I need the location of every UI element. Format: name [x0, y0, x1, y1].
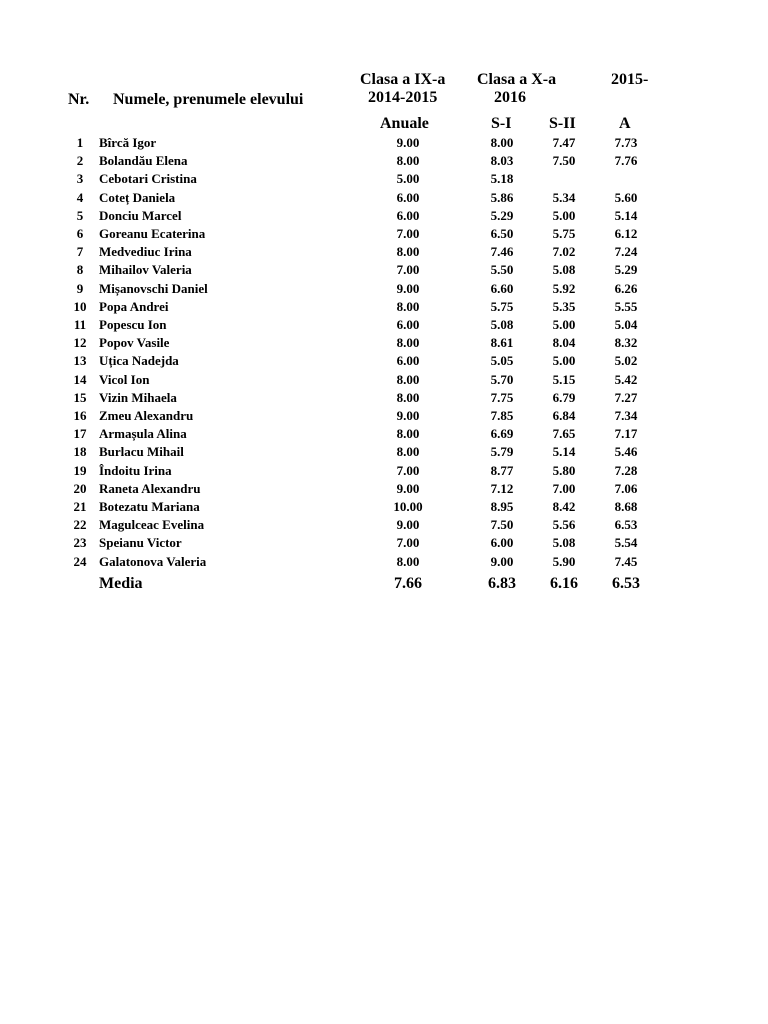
header-col-anuale: Anuale [380, 115, 429, 132]
grade-s1: 5.79 [490, 444, 514, 459]
student-name: Speianu Victor [99, 535, 182, 550]
row-number: 5 [76, 208, 84, 223]
grade-anuale: 8.00 [396, 299, 420, 314]
grade-s2: 7.02 [552, 244, 576, 259]
row-number: 19 [73, 463, 87, 478]
grade-anuale: 5.00 [396, 171, 420, 186]
grade-anuale: 8.00 [396, 335, 420, 350]
header-nr: Nr. [68, 91, 90, 108]
header-col-s1: S-I [491, 115, 512, 132]
grade-s1: 8.00 [490, 135, 514, 150]
grade-s2: 5.00 [552, 208, 576, 223]
grade-a: 7.34 [614, 408, 638, 423]
row-number: 2 [76, 153, 84, 168]
grade-anuale: 8.00 [396, 390, 420, 405]
media-s1: 6.83 [488, 575, 516, 592]
grade-s2: 8.04 [552, 335, 576, 350]
grade-anuale: 9.00 [396, 481, 420, 496]
grade-anuale: 10.00 [393, 499, 423, 514]
grade-a: 7.28 [614, 463, 638, 478]
grade-a: 5.46 [614, 444, 638, 459]
grade-anuale: 8.00 [396, 426, 420, 441]
grade-a: 7.76 [614, 153, 638, 168]
student-name: Armașula Alina [99, 426, 187, 441]
grade-a: 5.54 [614, 535, 638, 550]
grade-s2: 5.08 [552, 535, 576, 550]
student-name: Magulceac Evelina [99, 517, 205, 532]
row-number: 18 [73, 444, 87, 459]
grade-anuale: 7.00 [396, 262, 420, 277]
grade-anuale: 9.00 [396, 135, 420, 150]
grade-s2: 5.80 [552, 463, 576, 478]
student-name: Coteț Daniela [99, 190, 176, 205]
grade-s2: 5.75 [552, 226, 576, 241]
grade-a: 8.68 [614, 499, 638, 514]
grade-s1: 5.75 [490, 299, 514, 314]
student-name: Cebotari Cristina [99, 171, 197, 186]
header-class9-years: 2014-2015 [368, 89, 438, 106]
header-class10-title: Clasa a X-a [477, 71, 557, 88]
grade-anuale: 6.00 [396, 208, 420, 223]
grade-a: 5.14 [614, 208, 638, 223]
grade-s2: 5.34 [552, 190, 576, 205]
grade-a: 7.73 [614, 135, 638, 150]
row-number: 8 [76, 262, 84, 277]
grade-a: 7.06 [614, 481, 638, 496]
student-name: Goreanu Ecaterina [99, 226, 206, 241]
row-number: 20 [73, 481, 87, 496]
grade-anuale: 8.00 [396, 554, 420, 569]
grade-s2: 7.65 [552, 426, 576, 441]
student-name: Vizin Mihaela [99, 390, 177, 405]
grade-s1: 7.46 [490, 244, 514, 259]
grade-s1: 8.03 [490, 153, 514, 168]
grade-s1: 8.95 [490, 499, 514, 514]
grade-anuale: 8.00 [396, 244, 420, 259]
grade-s2: 5.15 [552, 372, 576, 387]
student-name: Popescu Ion [99, 317, 167, 332]
grade-s1: 7.85 [490, 408, 514, 423]
grade-anuale: 8.00 [396, 444, 420, 459]
grade-anuale: 7.00 [396, 535, 420, 550]
student-name: Burlacu Mihail [99, 444, 184, 459]
grade-s2: 6.84 [552, 408, 576, 423]
row-number: 7 [76, 244, 84, 259]
row-number: 15 [73, 390, 87, 405]
grade-anuale: 7.00 [396, 226, 420, 241]
row-number: 13 [73, 353, 87, 368]
grade-s2: 5.92 [552, 281, 576, 296]
grade-a: 7.45 [614, 554, 638, 569]
grade-s1: 8.77 [490, 463, 514, 478]
grade-a: 7.27 [614, 390, 638, 405]
grade-anuale: 8.00 [396, 153, 420, 168]
grade-s2: 5.00 [552, 353, 576, 368]
header-year-right: 2015- [611, 71, 649, 88]
grade-a: 5.29 [614, 262, 638, 277]
row-number: 3 [76, 171, 84, 186]
student-name: Uțica Nadejda [99, 353, 179, 368]
grade-anuale: 9.00 [396, 281, 420, 296]
grade-s1: 6.00 [490, 535, 514, 550]
student-name: Donciu Marcel [99, 208, 182, 223]
media-s2: 6.16 [550, 575, 578, 592]
header-col-a: A [619, 115, 631, 132]
grade-a: 6.12 [614, 226, 638, 241]
row-number: 22 [73, 517, 87, 532]
row-number: 9 [76, 281, 84, 296]
header-class10-year: 2016 [494, 89, 526, 106]
grade-s2: 5.08 [552, 262, 576, 277]
student-name: Mihailov Valeria [99, 262, 192, 277]
header-col-s2: S-II [549, 115, 576, 132]
grade-s1: 6.69 [490, 426, 514, 441]
media-label: Media [99, 575, 143, 592]
student-name: Bolandău Elena [99, 153, 188, 168]
student-name: Popov Vasile [99, 335, 170, 350]
grade-a: 5.60 [614, 190, 638, 205]
grade-s2: 7.00 [552, 481, 576, 496]
header-class9-title: Clasa a IX-a [360, 71, 446, 88]
grade-s2: 5.90 [552, 554, 576, 569]
grade-s1: 5.70 [490, 372, 514, 387]
grade-s1: 7.50 [490, 517, 514, 532]
grade-a: 5.02 [614, 353, 638, 368]
grade-anuale: 8.00 [396, 372, 420, 387]
row-number: 23 [73, 535, 87, 550]
grade-anuale: 6.00 [396, 353, 420, 368]
grade-s2: 7.47 [552, 135, 576, 150]
grade-s1: 5.86 [490, 190, 514, 205]
grade-s1: 5.18 [490, 171, 514, 186]
grade-s1: 5.29 [490, 208, 514, 223]
row-number: 10 [73, 299, 87, 314]
grade-a: 7.24 [614, 244, 638, 259]
student-name: Mișanovschi Daniel [99, 281, 208, 296]
row-number: 11 [73, 317, 87, 332]
student-name: Bîrcă Igor [99, 135, 157, 150]
grade-a: 5.04 [614, 317, 638, 332]
grade-s1: 7.12 [490, 481, 514, 496]
media-a: 6.53 [612, 575, 640, 592]
grade-s2: 5.14 [552, 444, 576, 459]
grade-a: 7.17 [614, 426, 638, 441]
row-number: 24 [73, 554, 87, 569]
row-number: 4 [76, 190, 84, 205]
grade-s2: 6.79 [552, 390, 576, 405]
header-student-name: Numele, prenumele elevului [113, 91, 304, 108]
grade-s1: 8.61 [490, 335, 514, 350]
grade-anuale: 9.00 [396, 517, 420, 532]
student-name: Medvediuc Irina [99, 244, 192, 259]
student-name: Galatonova Valeria [99, 554, 207, 569]
row-number: 12 [73, 335, 87, 350]
grade-anuale: 9.00 [396, 408, 420, 423]
media-anuale: 7.66 [394, 575, 422, 592]
row-number: 1 [76, 135, 84, 150]
student-name: Zmeu Alexandru [99, 408, 194, 423]
grade-s1: 5.08 [490, 317, 514, 332]
row-number: 17 [73, 426, 87, 441]
student-name: Îndoitu Irina [99, 463, 172, 478]
grade-s2: 8.42 [552, 499, 576, 514]
row-number: 14 [73, 372, 87, 387]
grade-s2: 5.56 [552, 517, 576, 532]
grade-s2: 7.50 [552, 153, 576, 168]
student-name: Vicol Ion [99, 372, 150, 387]
grade-a: 6.26 [614, 281, 638, 296]
grade-s2: 5.35 [552, 299, 576, 314]
grade-s2: 5.00 [552, 317, 576, 332]
row-number: 21 [73, 499, 87, 514]
grade-s1: 7.75 [490, 390, 514, 405]
grade-anuale: 6.00 [396, 317, 420, 332]
grade-anuale: 6.00 [396, 190, 420, 205]
student-name: Raneta Alexandru [99, 481, 201, 496]
student-name: Botezatu Mariana [99, 499, 200, 514]
row-number: 16 [73, 408, 87, 423]
grade-a: 5.42 [614, 372, 638, 387]
grade-a: 8.32 [614, 335, 638, 350]
grade-s1: 6.60 [490, 281, 514, 296]
row-number: 6 [76, 226, 84, 241]
grade-s1: 5.05 [490, 353, 514, 368]
grade-s1: 6.50 [490, 226, 514, 241]
grade-anuale: 7.00 [396, 463, 420, 478]
grade-a: 6.53 [614, 517, 638, 532]
student-name: Popa Andrei [99, 299, 169, 314]
grade-s1: 5.50 [490, 262, 514, 277]
grade-a: 5.55 [614, 299, 638, 314]
grade-s1: 9.00 [490, 554, 514, 569]
